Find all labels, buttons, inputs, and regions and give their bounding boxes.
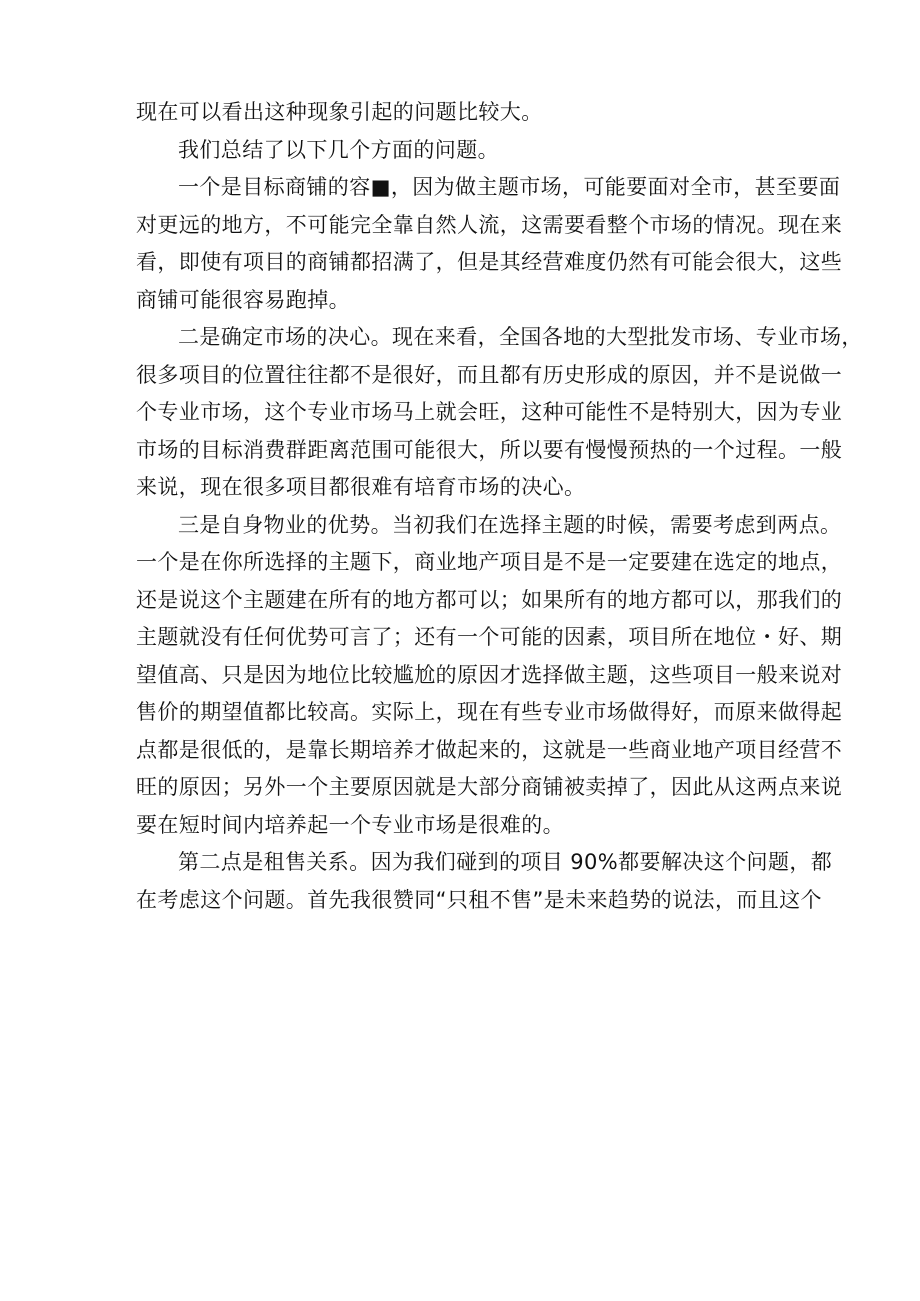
text-line: 现在可以看出这种现象引起的问题比较大。 <box>136 100 543 124</box>
text-line: 售价的期望值都比较高。实际上，现在有些专业市场做得好，而原来做得起 <box>136 700 843 724</box>
text-line: 一个是目标商铺的容■，因为做主题市场，可能要面对全市，甚至要面 <box>178 175 841 199</box>
text-line: 看，即使有项目的商铺都招满了，但是其经营难度仍然有可能会很大，这些 <box>136 250 843 274</box>
text-line: 来说，现在很多项目都很难有培育市场的决心。 <box>136 475 586 499</box>
text-line: 三是自身物业的优势。当初我们在选择主题的时候，需要考虑到两点。 <box>178 512 842 537</box>
body-text <box>136 94 863 919</box>
text-line: 主题就没有任何优势可言了；还有一个可能的因素，项目所在地位・好、期 <box>136 625 843 649</box>
text-line: 旺的原因；另外一个主要原因就是大部分商铺被卖掉了，因此从这两点来说 <box>136 775 843 799</box>
text-line: 二是确定市场的决心。现在来看，全国各地的大型批发市场、专业市场， <box>178 325 863 349</box>
text-line: 第二点是租售关系。因为我们碰到的项目 90%都要解决这个问题，都 <box>178 850 833 874</box>
text-line: 我们总结了以下几个方面的问题。 <box>178 137 499 162</box>
text-line: 在考虑这个问题。首先我很赞同“只租不售”是未来趋势的说法，而且这个 <box>136 887 822 912</box>
text-line: 商铺可能很容易跑掉。 <box>136 287 350 312</box>
text-line: 还是说这个主题建在所有的地方都可以；如果所有的地方都可以，那我们的 <box>136 587 843 612</box>
text-line: 个专业市场，这个专业市场马上就会旺，这种可能性不是特别大，因为专业 <box>136 400 843 424</box>
text-line: 对更远的地方，不可能完全靠自然人流，这需要看整个市场的情况。现在来 <box>136 212 843 237</box>
text-line: 望值高、只是因为地位比较尴尬的原因才选择做主题，这些项目一般来说对 <box>136 662 843 687</box>
text-line: 点都是很低的，是靠长期培养才做起来的，这就是一些商业地产项目经营不 <box>136 737 843 762</box>
text-line: 要在短时间内培养起一个专业市场是很难的。 <box>136 812 564 837</box>
text-line: 市场的目标消费群距离范围可能很大，所以要有慢慢预热的一个过程。一般 <box>136 437 843 462</box>
text-line: 很多项目的位置往往都不是很好，而且都有历史形成的原因，并不是说做一 <box>136 362 843 387</box>
text-line: 一个是在你所选择的主题下，商业地产项目是不是一定要建在选定的地点， <box>136 550 843 574</box>
